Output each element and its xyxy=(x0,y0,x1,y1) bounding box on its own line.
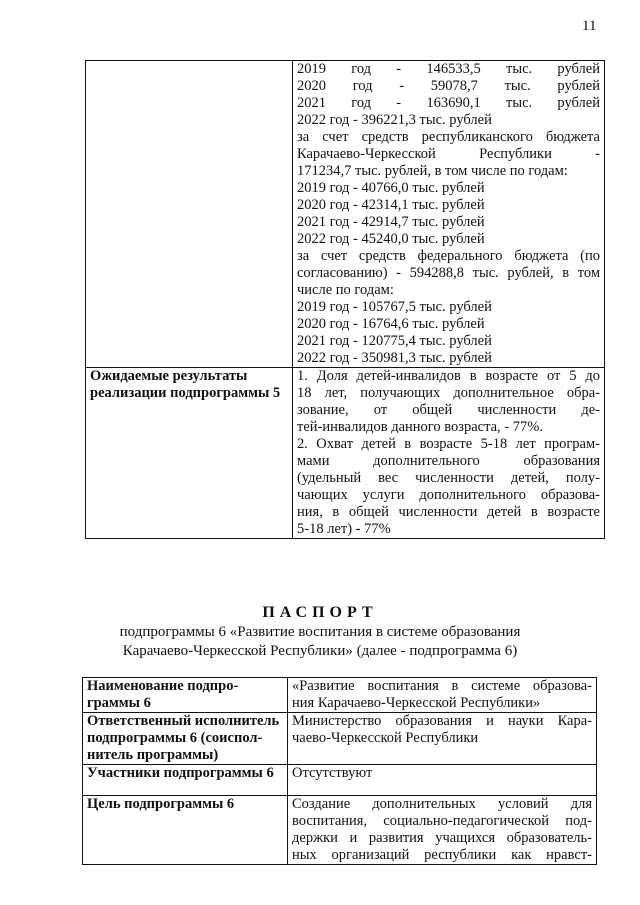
page-number: 11 xyxy=(582,18,597,34)
passport-table xyxy=(82,677,597,865)
results-line: ния, в общей численности детей в возрасте xyxy=(297,504,600,520)
row-label-cell xyxy=(83,765,288,796)
funding-line: 2022 год - 396221,3 тыс. рублей xyxy=(297,112,492,128)
table-row xyxy=(86,368,605,539)
results-line: 2. Охват детей в возрасте 5-18 лет програм- xyxy=(297,436,600,452)
label-line: подпрограммы 6 (соиспол- xyxy=(87,730,263,746)
table-row xyxy=(83,678,597,713)
results-line: зование, от общей численности де- xyxy=(297,402,600,418)
table-row xyxy=(83,765,597,796)
value-line: держки и развития учащихся образователь- xyxy=(292,830,592,846)
subtitle-line: подпрограммы 6 «Развитие воспитания в системе образования xyxy=(119,624,521,640)
results-cell xyxy=(293,368,605,539)
funding-line: 2020 год - 16764,6 тыс. рублей xyxy=(297,316,485,332)
funding-line: за счет средств федерального бюджета (по xyxy=(297,248,600,264)
results-label xyxy=(90,368,288,402)
label-line: Ответственный исполнитель xyxy=(87,713,280,729)
label-line: Участники подпрограммы 6 xyxy=(87,765,274,781)
label-line: нитель программы) xyxy=(87,747,219,763)
funding-line: 2019 год - 146533,5 тыс. рублей xyxy=(297,61,600,77)
funding-line: 171234,7 тыс. рублей, в том числе по годам: xyxy=(297,163,568,179)
results-line: 5-18 лет) - 77% xyxy=(297,521,391,537)
table-row xyxy=(83,713,597,765)
funding-table xyxy=(85,60,605,539)
results-label-cell xyxy=(86,368,293,539)
value-line: ных организаций республики как нравст- xyxy=(292,847,592,863)
funding-line: согласованию) - 594288,8 тыс. рублей, в том xyxy=(297,265,600,281)
funding-line: за счет средств республиканского бюджета xyxy=(297,129,600,145)
row-value-cell xyxy=(288,796,597,865)
results-lines xyxy=(297,368,600,538)
results-line: (удельный вес численности детей, полу- xyxy=(297,470,600,486)
results-line: 1. Доля детей-инвалидов в возрасте от 5 до xyxy=(297,368,600,384)
passport-subtitle xyxy=(0,623,640,661)
row-value-cell xyxy=(288,765,597,796)
passport-title: ПАСПОРТ xyxy=(262,604,378,621)
funding-line: числе по годам: xyxy=(297,282,394,298)
funding-line: 2019 год - 40766,0 тыс. рублей xyxy=(297,180,485,196)
label-line: Наименование подпро- xyxy=(87,678,239,694)
funding-line: 2020 год - 59078,7 тыс. рублей xyxy=(297,78,600,94)
row-value-cell xyxy=(288,678,597,713)
funding-line: Карачаево-Черкесской Республики - xyxy=(297,146,600,162)
funding-line: 2021 год - 42914,7 тыс. рублей xyxy=(297,214,485,230)
value-line: чаево-Черкесской Республики xyxy=(292,730,479,746)
subtitle-line: Карачаево-Черкесской Республики» (далее - подпрограмма 6) xyxy=(122,643,518,659)
funding-line: 2022 год - 45240,0 тыс. рублей xyxy=(297,231,485,247)
label-line: граммы 6 xyxy=(87,695,151,711)
row-label-cell xyxy=(83,678,288,713)
label-line: Ожидаемые результаты xyxy=(90,368,248,384)
label-line: реализации подпрограммы 5 xyxy=(90,385,281,401)
value-line: «Развитие воспитания в системе образова- xyxy=(292,678,592,694)
results-line: чающих услуги дополнительного образова- xyxy=(297,487,600,503)
value-line: ния Карачаево-Черкесской Республики» xyxy=(292,695,541,711)
results-line: мами дополнительного образования xyxy=(297,453,600,469)
value-line: Отсутствуют xyxy=(292,765,373,781)
table-row xyxy=(83,796,597,865)
funding-lines xyxy=(297,61,600,367)
funding-line: 2020 год - 42314,1 тыс. рублей xyxy=(297,197,485,213)
funding-line: 2019 год - 105767,5 тыс. рублей xyxy=(297,299,492,315)
value-line: воспитания, социально-педагогической под- xyxy=(292,813,592,829)
row-label-cell xyxy=(83,796,288,865)
table-row xyxy=(86,61,605,368)
value-line: Министерство образования и науки Кара- xyxy=(292,713,592,729)
results-line: тей-инвалидов данного возраста, - 77%. xyxy=(297,419,543,435)
funding-line: 2021 год - 120775,4 тыс. рублей xyxy=(297,333,492,349)
funding-cell xyxy=(293,61,605,368)
label-line: Цель подпрограммы 6 xyxy=(87,796,235,812)
row-value-cell xyxy=(288,713,597,765)
empty-label-cell xyxy=(86,61,293,368)
funding-line: 2022 год - 350981,3 тыс. рублей xyxy=(297,350,492,366)
value-line: Создание дополнительных условий для xyxy=(292,796,592,812)
row-label-cell xyxy=(83,713,288,765)
funding-line: 2021 год - 163690,1 тыс. рублей xyxy=(297,95,600,111)
results-line: 18 лет, получающих дополнительное обра- xyxy=(297,385,600,401)
